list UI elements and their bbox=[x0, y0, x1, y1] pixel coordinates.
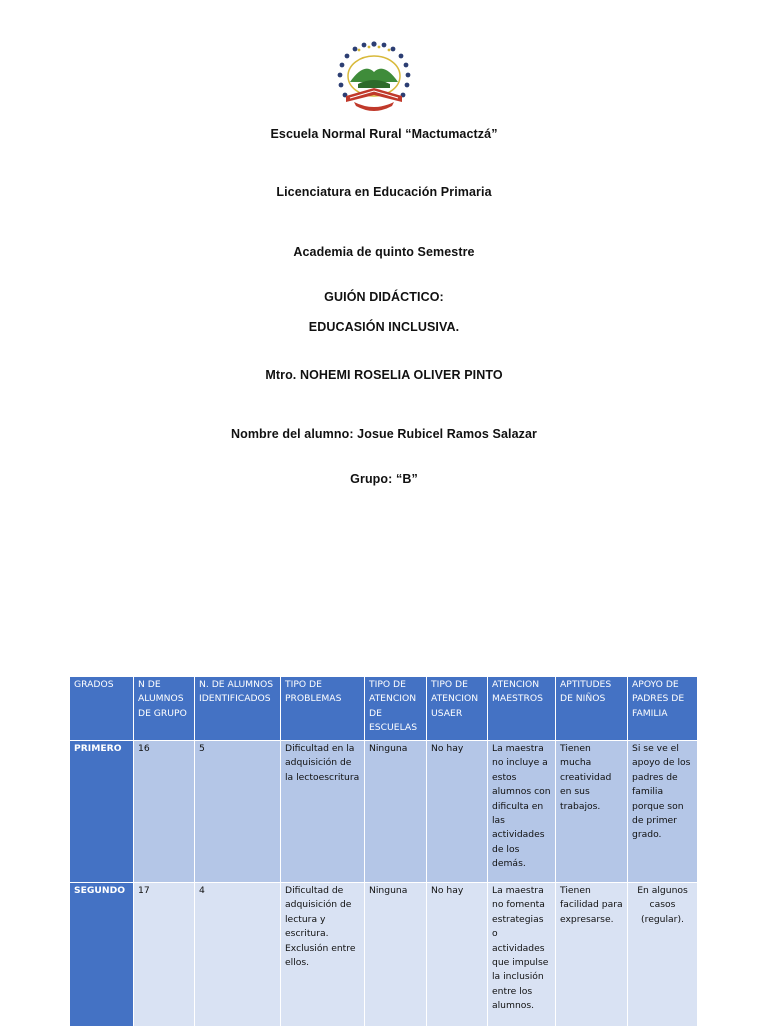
inclusion-table bbox=[69, 676, 698, 1027]
cell-n-alumnos: 16 bbox=[134, 741, 195, 883]
group-label: Grupo: “B” bbox=[350, 472, 418, 486]
cell-atencion-escuelas: Ninguna bbox=[365, 883, 427, 1027]
cell-problemas: Dificultad en la adquisición de la lectoescritura bbox=[281, 741, 365, 883]
cell-grado: SEGUNDO bbox=[70, 883, 134, 1027]
header-n-alumnos: N DE ALUMNOS DE GRUPO bbox=[134, 677, 195, 741]
cell-n-alumnos: 17 bbox=[134, 883, 195, 1027]
cell-apoyo-padres: En algunos casos (regular). bbox=[628, 883, 698, 1027]
cell-aptitudes: Tienen facilidad para expresarse. bbox=[556, 883, 628, 1027]
table-row bbox=[70, 883, 698, 1027]
school-logo bbox=[324, 40, 424, 120]
cell-grado: PRIMERO bbox=[70, 741, 134, 883]
cell-atencion-usaer: No hay bbox=[427, 883, 488, 1027]
cell-aptitudes: Tienen mucha creatividad en sus trabajos. bbox=[556, 741, 628, 883]
cell-n-identificados: 5 bbox=[195, 741, 281, 883]
school-name: Escuela Normal Rural “Mactumactzá” bbox=[270, 127, 498, 141]
cell-atencion-maestros: La maestra no incluye a estos alumnos con dificulta en las actividades de los demás. bbox=[488, 741, 556, 883]
header-n-identificados: N. DE ALUMNOS IDENTIFICADOS bbox=[195, 677, 281, 741]
degree-name: Licenciatura en Educación Primaria bbox=[276, 185, 492, 199]
header-tipo-problemas: TIPO DE PROBLEMAS bbox=[281, 677, 365, 741]
cell-atencion-maestros: La maestra no fomenta estrategias o actividades que impulse la inclusión entre los alumnos. bbox=[488, 883, 556, 1027]
academy-name: Academia de quinto Semestre bbox=[293, 245, 475, 259]
cell-atencion-usaer: No hay bbox=[427, 741, 488, 883]
guide-title: GUIÓN DIDÁCTICO: bbox=[324, 290, 444, 304]
header-apoyo-padres: APOYO DE PADRES DE FAMILIA bbox=[628, 677, 698, 741]
cell-problemas: Dificultad de adquisición de lectura y escritura. Exclusión entre ellos. bbox=[281, 883, 365, 1027]
cell-atencion-escuelas: Ninguna bbox=[365, 741, 427, 883]
table-row bbox=[70, 741, 698, 883]
header-grados: GRADOS bbox=[70, 677, 134, 741]
header-aptitudes: APTITUDES DE NIÑOS bbox=[556, 677, 628, 741]
header-atencion-escuelas: TIPO DE ATENCION DE ESCUELAS bbox=[365, 677, 427, 741]
cell-n-identificados: 4 bbox=[195, 883, 281, 1027]
student-name: Nombre del alumno: Josue Rubicel Ramos Salazar bbox=[230, 427, 538, 441]
table-header-row bbox=[70, 677, 698, 741]
header-atencion-usaer: TIPO DE ATENCION USAER bbox=[427, 677, 488, 741]
header-atencion-maestros: ATENCION MAESTROS bbox=[488, 677, 556, 741]
subject-title: EDUCASIÓN INCLUSIVA. bbox=[308, 320, 460, 334]
teacher-name: Mtro. NOHEMI ROSELIA OLIVER PINTO bbox=[265, 368, 503, 382]
cell-apoyo-padres: Si se ve el apoyo de los padres de familia porque son de primer grado. bbox=[628, 741, 698, 883]
